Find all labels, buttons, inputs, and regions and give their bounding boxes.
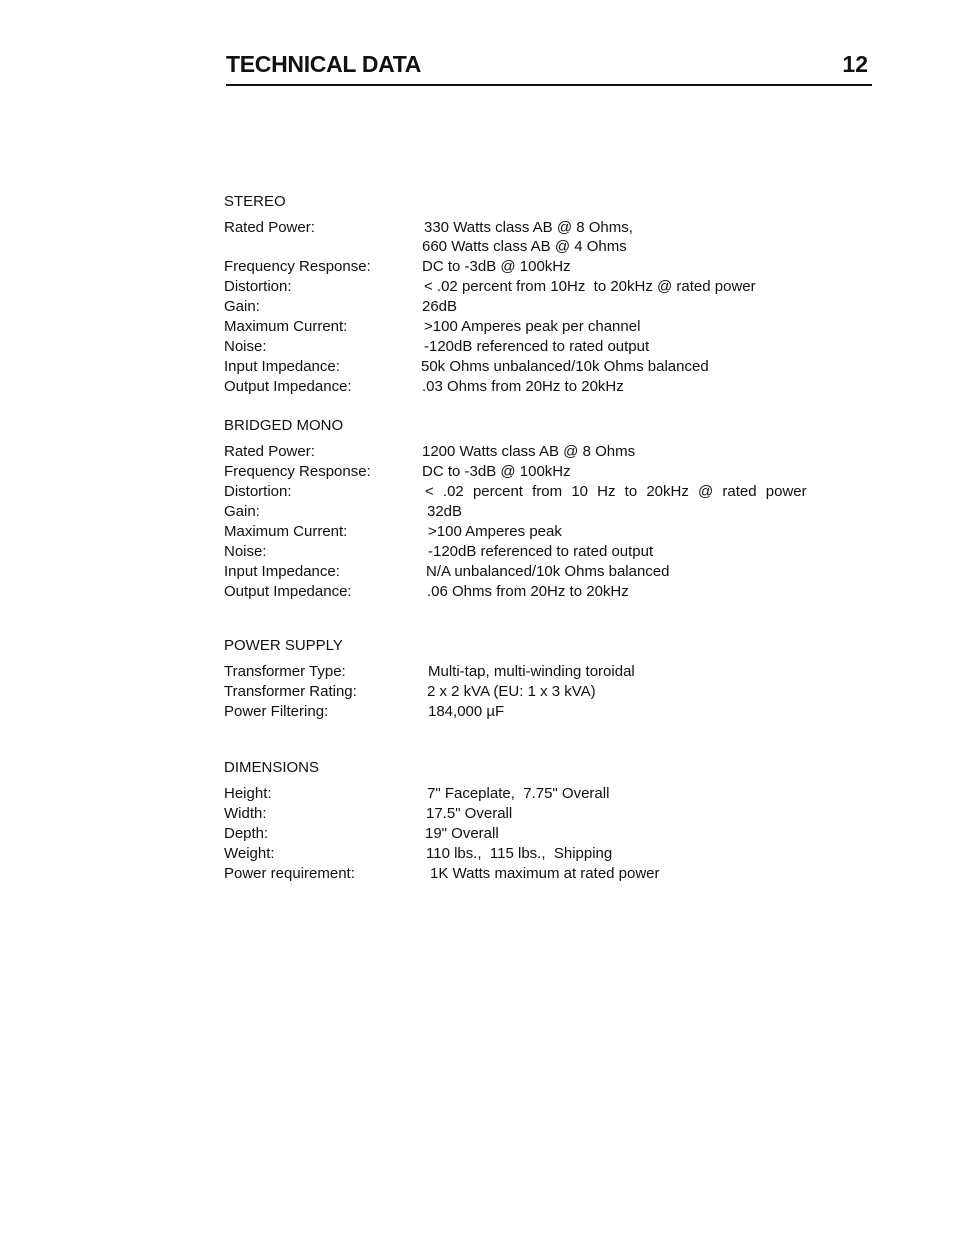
spec-label: Maximum Current:: [224, 523, 348, 540]
spec-value: 50k Ohms unbalanced/10k Ohms balanced: [421, 358, 709, 375]
spec-value: .03 Ohms from 20Hz to 20kHz: [422, 378, 624, 395]
spec-value: DC to -3dB @ 100kHz: [422, 463, 571, 480]
spec-row: [224, 522, 562, 542]
power-supply-section: [224, 637, 635, 722]
spec-label: Power requirement:: [224, 865, 355, 882]
spec-label: Distortion:: [224, 278, 292, 295]
spec-value: Multi-tap, multi-winding toroidal: [428, 663, 635, 680]
spec-value: 17.5" Overall: [426, 805, 513, 822]
spec-label: Rated Power:: [224, 219, 315, 236]
spec-value: 19" Overall: [425, 825, 499, 842]
spec-row: [224, 257, 571, 277]
spec-value: 184,000 µF: [428, 703, 505, 720]
spec-value: 7" Faceplate, 7.75" Overall: [427, 785, 610, 802]
spec-value: 32dB: [427, 503, 463, 520]
spec-value: -120dB referenced to rated output: [428, 543, 654, 560]
section-title: DIMENSIONS: [224, 759, 320, 776]
spec-row: [224, 357, 709, 377]
spec-row: [224, 864, 660, 884]
spec-label: Distortion:: [224, 483, 292, 500]
spec-row: [224, 218, 633, 257]
spec-row: [224, 804, 513, 824]
spec-label: Noise:: [224, 543, 267, 560]
spec-label: Maximum Current:: [224, 318, 348, 335]
spec-label: Transformer Type:: [224, 663, 346, 680]
spec-row: [224, 582, 629, 602]
spec-value: N/A unbalanced/10k Ohms balanced: [426, 563, 670, 580]
spec-label: Power Filtering:: [224, 703, 329, 720]
section-title: POWER SUPPLY: [224, 637, 343, 654]
spec-value: 110 lbs., 115 lbs., Shipping: [426, 845, 613, 862]
page-header: [226, 50, 872, 86]
spec-label: Input Impedance:: [224, 358, 340, 375]
spec-value: 330 Watts class AB @ 8 Ohms,: [424, 219, 633, 236]
spec-label: Frequency Response:: [224, 463, 371, 480]
spec-label: Transformer Rating:: [224, 683, 357, 700]
spec-value: >100 Amperes peak: [428, 523, 562, 540]
spec-row: [224, 297, 458, 317]
spec-value: 26dB: [422, 298, 458, 315]
spec-value-line2: 660 Watts class AB @ 4 Ohms: [422, 238, 627, 255]
spec-row: [224, 277, 756, 297]
spec-label: Input Impedance:: [224, 563, 340, 580]
spec-value: -120dB referenced to rated output: [424, 338, 650, 355]
spec-label: Height:: [224, 785, 272, 802]
spec-label: Output Impedance:: [224, 583, 352, 600]
spec-value: 1200 Watts class AB @ 8 Ohms: [422, 443, 636, 460]
spec-row: [224, 682, 596, 702]
dimensions-section: [224, 759, 660, 884]
spec-value: >100 Amperes peak per channel: [424, 318, 641, 335]
spec-row: [224, 442, 636, 462]
spec-row: [224, 662, 635, 682]
spec-row: [224, 542, 654, 562]
spec-label: Width:: [224, 805, 267, 822]
spec-row: [224, 377, 624, 397]
spec-label: Noise:: [224, 338, 267, 355]
spec-value: 2 x 2 kVA (EU: 1 x 3 kVA): [427, 683, 596, 700]
spec-label: Rated Power:: [224, 443, 315, 460]
spec-row: [224, 317, 641, 337]
spec-row: [224, 462, 571, 482]
spec-label: Gain:: [224, 503, 260, 520]
page-number: 12: [842, 51, 868, 77]
spec-row: [224, 824, 499, 844]
section-title: BRIDGED MONO: [224, 417, 344, 434]
spec-value: 1K Watts maximum at rated power: [430, 865, 660, 882]
spec-value: < .02 percent from 10 Hz to 20kHz @ rated power: [425, 483, 807, 500]
spec-value: .06 Ohms from 20Hz to 20kHz: [427, 583, 629, 600]
spec-row: [224, 482, 807, 502]
spec-value: DC to -3dB @ 100kHz: [422, 258, 571, 275]
spec-label: Depth:: [224, 825, 269, 842]
stereo-section: [224, 193, 756, 397]
section-title: STEREO: [224, 193, 286, 210]
spec-row: [224, 784, 610, 804]
bridged-mono-section: [224, 417, 807, 602]
spec-row: [224, 702, 505, 722]
spec-label: Frequency Response:: [224, 258, 371, 275]
spec-label: Output Impedance:: [224, 378, 352, 395]
spec-row: [224, 562, 670, 582]
spec-value: < .02 percent from 10Hz to 20kHz @ rated power: [424, 278, 756, 295]
spec-label: Gain:: [224, 298, 260, 315]
spec-row: [224, 337, 650, 357]
page-title: TECHNICAL DATA: [226, 51, 422, 77]
spec-row: [224, 502, 463, 522]
spec-row: [224, 844, 613, 864]
spec-label: Weight:: [224, 845, 275, 862]
